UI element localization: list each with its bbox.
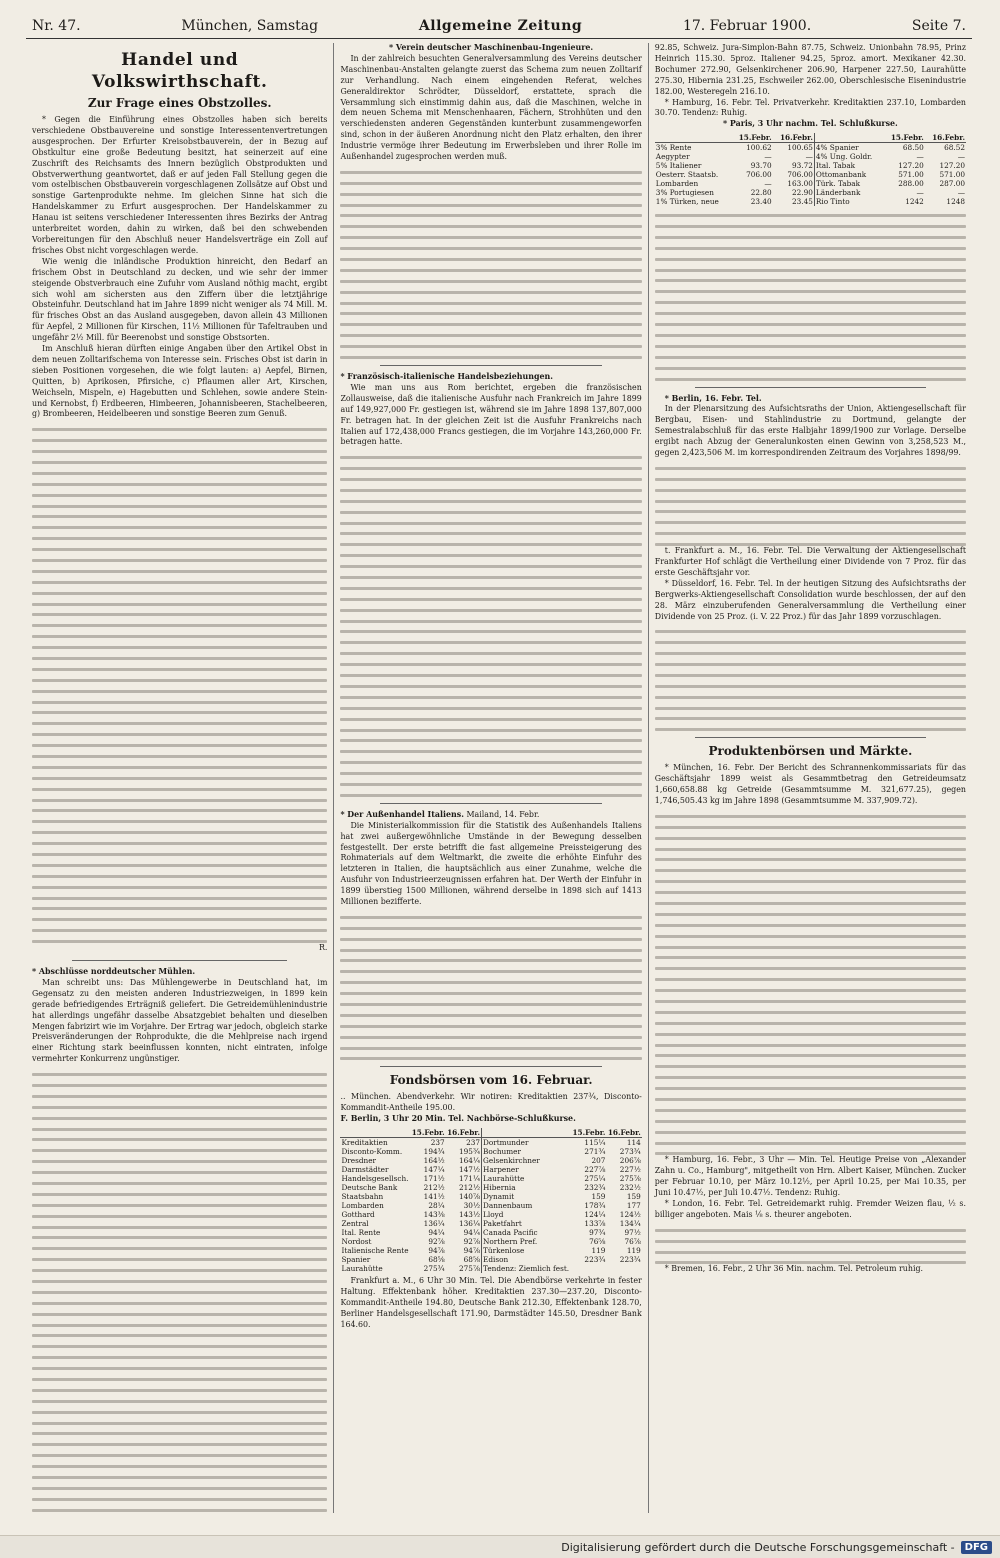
table-cell: Disconto-Komm. xyxy=(341,1147,403,1157)
table-cell: Oesterr. Staatsb. xyxy=(655,170,719,180)
article-title-inline: * Verein deutscher Maschinenbau-Ingenieure. xyxy=(389,43,594,52)
table-cell: 275¼ xyxy=(584,1174,606,1184)
table-cell: 147¼ xyxy=(423,1165,445,1175)
table-cell: 275⅞ xyxy=(619,1174,641,1184)
table-row xyxy=(340,1228,641,1237)
table-cell: 114 xyxy=(626,1138,641,1148)
table-row xyxy=(340,1192,641,1201)
divider xyxy=(72,960,287,961)
table-cell: 22.80 xyxy=(750,188,772,198)
table-cell: 134¼ xyxy=(619,1219,641,1229)
article-title-inline xyxy=(340,810,641,821)
market-paragraph: * London, 16. Febr. Tel. Getreidemarkt ruhig. Fremder Weizen flau, ½ s. billiger angeboten. Mais ⅛ s. theurer angeboten. xyxy=(654,1199,966,1219)
table-cell: 275¾ xyxy=(423,1264,445,1274)
table-cell: Ital. Tabak xyxy=(814,161,883,170)
table-cell: Paketfahrt xyxy=(482,1219,572,1228)
market-paragraph: * Düsseldorf, 16. Febr. Tel. In der heutigen Sitzung des Aufsichtsraths der Bergwerks-Aktiengesellschaft Consolidation wurde beschlossen, der auf den 28. März einzuberufenden Generalversammlung die Vertheilung einer Dividende von 25 Proz. (i. V. 22 Proz.) für das Jahr 1899 vorzuschlagen. xyxy=(654,578,966,621)
table-cell: 136¼ xyxy=(459,1219,481,1229)
article-paragraph: * Gegen die Einführung eines Obstzolles haben sich bereits verschiedene Obstbauvereine und sonstige Interessentenvertretungen ausgesprochen. Der Erfurter Kreisobstbauverein, der in Bezug auf Obstkultur eine große Bedeutung besitzt, hat seinerzeit auf eine Zuschrift des Reichsamts des Innern bezüglich Obstprodukten und Obstverwerthung geantwortet, daß er auf jeden Fall Stellung gegen die vom ostelbischen Obstbauverein vorgeschlagenen Zollsätze auf Obst und sonstige Gartenprodukte nehme. Im gleichen Sinne hat sich die Handelskammer zu Erfurt ausgesprochen. Der Handelskammer zu Hanau ist seitens verschiedener Interessenten ihres Bezirks der Antrag unterbreitet worden, dahin zu wirken, daß bei den schwebenden Vorbereitungen für den Abschluß neuer Handelsverträge ein Zoll auf frisches Obst nicht vorgeschlagen werde. xyxy=(32,115,328,255)
digitization-footer xyxy=(0,1535,1000,1558)
column-2 xyxy=(334,43,648,1513)
market-paragraph: F. Berlin, 3 Uhr 20 Min. Tel. Nachbörse-Schlußkurse. xyxy=(340,1114,576,1124)
table-row xyxy=(340,1174,641,1183)
table-cell: 68⅝ xyxy=(463,1255,481,1265)
table-cell: Ital. Rente xyxy=(341,1228,381,1238)
table-cell: 223¾ xyxy=(584,1255,606,1265)
table-cell: Harpener xyxy=(482,1165,572,1174)
divider xyxy=(380,1066,601,1067)
table-cell: Gelsenkirchner xyxy=(482,1156,572,1165)
article-paragraph: Die Ministerialkommission für die Statistik des Außenhandels Italiens hat zwei außergewöhnliche Umstände in der Bewegung desselben festgestellt. Der erste betrifft die fast allgemeine Preissteigerung des Rohmaterials auf dem Weltmarkt, die zweite die erhöhte Einfuhr des letzteren in Italien, die hauptsächlich aus einer Zunahme, welche die Ausfuhr von Industrieerzeugnissen erfahren hat. Der Werth der Einfuhr in 1899 überstieg 1500 Millionen, während derselbe in 1898 sich auf 1413 Millionen bezifferte. xyxy=(340,820,642,907)
table-row xyxy=(655,152,966,161)
table-cell: 159 xyxy=(591,1192,606,1202)
table-cell: 275⅞ xyxy=(459,1264,481,1274)
table-cell: 232½ xyxy=(619,1183,641,1193)
table-cell: 97½ xyxy=(624,1228,641,1238)
article-title: * Der Außenhandel Italiens. xyxy=(340,809,464,819)
table-cell: 288.00 xyxy=(898,179,924,189)
table-row xyxy=(340,1183,641,1192)
table-row xyxy=(340,1255,641,1264)
article-title-inline: * Französisch-italienische Handelsbeziehungen. xyxy=(340,372,554,381)
table-cell: 92⅞ xyxy=(428,1237,445,1247)
table-cell: Bochumer xyxy=(482,1147,572,1156)
table-cell: 119 xyxy=(626,1246,641,1256)
divider xyxy=(380,365,601,366)
article-paragraph: Wie wenig die inländische Produktion hinreicht, den Bedarf an frischem Obst in Deutschland zu decken, und wie sehr der immer steigende Obstverbrauch eine Zufuhr vom Ausland nöthig macht, ergibt sich wohl am sichersten aus den Ziffern über die letztjährige Obsteinfuhr. Deutschland hat im Jahre 1899 nicht weniger als 74 Mill. M. für frisches Obst an das Ausland ausgegeben, davon allein 43 Millionen für Aepfel, 2 Millionen für Kirschen, 11½ Millionen für Tafeltrauben und ungefähr 2½ Mill. für Beerenobst und sonstige Obstsorten. xyxy=(32,256,328,343)
table-cell: 237 xyxy=(430,1138,445,1148)
author-signature: R. xyxy=(318,943,328,953)
newspaper-page xyxy=(26,10,972,1530)
table-row xyxy=(340,1264,641,1273)
text-filler xyxy=(32,428,327,943)
table-cell: 93.70 xyxy=(750,161,772,171)
text-filler xyxy=(32,1073,327,1513)
table-cell: 171¼ xyxy=(459,1174,481,1184)
table-cell: 159 xyxy=(626,1192,641,1202)
table-cell: 133⅞ xyxy=(584,1219,606,1229)
table-cell: 143⅜ xyxy=(423,1210,445,1220)
table-cell: 76⅝ xyxy=(589,1237,606,1247)
table-cell: Laurahütte xyxy=(341,1264,383,1274)
table-cell: 163.00 xyxy=(787,179,813,189)
table-cell: Dresdner xyxy=(341,1156,377,1166)
table-cell: Ottomanbank xyxy=(814,170,883,179)
table-cell: — xyxy=(916,152,924,162)
article-dateline: Mailand, 14. Febr. xyxy=(466,809,540,819)
table-cell: 223¾ xyxy=(619,1255,641,1265)
table-cell: 171½ xyxy=(423,1174,445,1184)
table-cell: Lloyd xyxy=(482,1210,572,1219)
table-row xyxy=(655,188,966,197)
table-cell: 287.00 xyxy=(939,179,965,189)
table-cell: Länderbank xyxy=(814,188,883,197)
table-cell: 22.90 xyxy=(791,188,813,198)
table-cell: 178¾ xyxy=(584,1201,606,1211)
table-cell: 212½ xyxy=(459,1183,481,1193)
table-cell: Darmstädter xyxy=(341,1165,389,1175)
newspaper-title: Allgemeine Zeitung xyxy=(418,18,583,34)
table-cell: 271¾ xyxy=(584,1147,606,1157)
table-cell: 1% Türken, neue xyxy=(655,197,719,207)
table-cell: 227½ xyxy=(619,1165,641,1175)
table-cell: 93.72 xyxy=(791,161,813,171)
table-cell: 100.62 xyxy=(746,143,772,153)
market-paragraph: * Hamburg, 16. Febr. Tel. Privatverkehr. Kreditaktien 237.10, Lombarden 30.70. Tendenz: Ruhig. xyxy=(654,97,966,118)
market-paragraph: t. Frankfurt a. M., 16. Febr. Tel. Die Verwaltung der Aktiengesellschaft Frankfurter Hof schlägt die Vertheilung einer Dividende von 7 Proz. für das erste Geschäftsjahr vor. xyxy=(654,546,966,577)
section-title: Handel und Volkswirthschaft. xyxy=(91,50,268,92)
table-cell xyxy=(606,1264,641,1273)
table-cell: 76⅞ xyxy=(624,1237,641,1247)
table-cell: 3% Rente xyxy=(655,143,692,153)
article-paragraph: In der zahlreich besuchten Generalversammlung des Vereins deutscher Maschinenbau-Anstalten gelangte zuerst das Schema zum neuen Zolltarif zur Verhandlung. Nach einem eingehenden Referat, welches Generaldirektor Schrödter, Düsseldorf, erstattete, sprach die Versammlung sich einstimmig dahin aus, daß die Maschinen, welche in dem neuen Schema mit Menschenhaaren, Fächern, Strohhüten und den verschiedensten anderen Gegenständen kunterbunt zusammengeworfen sind, schon in der äußeren Anordnung nicht den Platz erhalten, den ihrer Industrie vermöge ihrer Bedeutung im Erwerbsleben und ihrer Rolle im Außenhandel zugesprochen werden muß. xyxy=(340,53,642,162)
table-cell: 177 xyxy=(626,1201,641,1211)
table-cell: 227⅞ xyxy=(584,1165,606,1175)
table-cell: 164½ xyxy=(423,1156,445,1166)
table-cell: 273¾ xyxy=(619,1147,641,1157)
table-cell: 68.50 xyxy=(902,143,924,153)
table-cell: Kreditaktien xyxy=(341,1138,388,1148)
paris-quotes-table xyxy=(655,133,966,206)
text-filler xyxy=(340,171,641,359)
table-cell: Lombarden xyxy=(341,1201,384,1211)
columns xyxy=(26,43,972,1513)
text-filler xyxy=(340,456,641,797)
table-cell: Gotthard xyxy=(341,1210,375,1220)
table-row xyxy=(340,1165,641,1174)
table-cell: Rio Tinto xyxy=(814,197,883,206)
section-heading: Produktenbörsen und Märkte. xyxy=(708,744,913,759)
table-cell: 4% Ung. Goldr. xyxy=(814,152,883,161)
column-3 xyxy=(649,43,972,1513)
market-paragraph: In der Plenarsitzung des Aufsichtsraths der Union, Aktiengesellschaft für Bergbau, Eisen- und Stahlindustrie zu Dortmund, gelangte der Semestralabschluß für das erste Halbjahr 1899/1900 zur Vorlage. Derselbe ergibt nach Abzug der Generalunkosten einen Gewinn von 3,258,523 M., gegen 2,423,506 M. im korrespondirenden Zeitraum des Vorjahres 1898/99. xyxy=(654,404,966,458)
table-cell xyxy=(571,1264,606,1273)
table-cell: — xyxy=(764,179,772,189)
market-paragraph: .. München. Abendverkehr. Wir notiren: Kreditaktien 237¾, Disconto-Kommandit-Antheile 195.00. xyxy=(340,1092,642,1113)
market-paragraph: * Paris, 3 Uhr nachm. Tel. Schlußkurse. xyxy=(722,119,898,129)
table-cell: — xyxy=(916,188,924,198)
table-cell: 206⅞ xyxy=(619,1156,641,1166)
text-filler xyxy=(655,815,966,1156)
market-paragraph: * München, 16. Febr. Der Bericht des Schrannenkommissariats für das Geschäftsjahr 1899 weist als Gesammtbetrag den Getreideumsatz 1,660,658.88 kg Getreide (Gesammtsumme M. 321,677.25), gegen 1,746,505.43 kg im Jahre 1898 (Gesammtsumme M. 337,909.72). xyxy=(654,763,966,806)
section-heading: Fondsbörsen vom 16. Februar. xyxy=(389,1073,593,1088)
table-cell: 100.65 xyxy=(787,143,813,153)
place-day: München, Samstag xyxy=(181,18,319,34)
table-cell: 706.00 xyxy=(746,170,772,180)
table-cell: Nordost xyxy=(341,1237,372,1247)
table-cell: Türkenlose xyxy=(482,1246,572,1255)
table-cell: 127.20 xyxy=(898,161,924,171)
table-cell: Hibernia xyxy=(482,1183,572,1192)
table-row xyxy=(340,1219,641,1228)
table-cell: 124¼ xyxy=(584,1210,606,1220)
berlin-quotes-table xyxy=(340,1128,641,1273)
table-cell: 4% Spanier xyxy=(814,143,883,153)
table-row xyxy=(655,179,966,188)
table-row xyxy=(340,1246,641,1255)
issue-date: 17. Februar 1900. xyxy=(682,18,812,34)
divider xyxy=(695,737,926,738)
page-number: Seite 7. xyxy=(911,18,966,34)
table-cell: 140⅞ xyxy=(459,1192,481,1202)
table-cell: 571.00 xyxy=(898,170,924,180)
table-cell: Lombarden xyxy=(655,179,699,189)
table-cell: Deutsche Bank xyxy=(341,1183,398,1193)
market-paragraph: * Hamburg, 16. Febr., 3 Uhr — Min. Tel. Heutige Preise von „Alexander Zahn u. Co., Hamburg", mitgetheilt von Hrn. Albert Kaiser, München. Zucker per Februar 10.10, per März 10.12½, per April 10.25, per Mai 10.35, per Juni 10.47½, per Juli 10.47½. Tendenz: Ruhig. xyxy=(654,1155,966,1198)
table-cell: 127.20 xyxy=(939,161,965,171)
table-row xyxy=(340,1156,641,1165)
article-title-inline: * Abschlüsse norddeutscher Mühlen. xyxy=(32,967,196,977)
table-cell: 1242 xyxy=(905,197,924,207)
table-cell: Tendenz: Ziemlich fest. xyxy=(482,1264,572,1273)
page-header xyxy=(26,10,972,39)
market-paragraph: * Bremen, 16. Febr., 2 Uhr 36 Min. nachm. Tel. Petroleum ruhig. xyxy=(664,1264,924,1274)
table-cell: 94¼ xyxy=(428,1228,445,1238)
market-paragraph: 92.85, Schweiz. Jura-Simplon-Bahn 87.75, Schweiz. Unionbahn 78.95, Prinz Heinrich 115.30. 5proz. Italiener 94.25, 5proz. amort. Mexikaner 42.30. Bochumer 272.90, Gelsenkirchener 206.90, Harpener 227.50, Laurahütte 275.30, Hibernia 231.25, Eschweiler 262.00, Oberschlesische Eisenindustrie 182.00, Westeregeln 216.10. xyxy=(654,43,966,96)
table-cell: 23.40 xyxy=(750,197,772,207)
table-cell: 136¼ xyxy=(423,1219,445,1229)
table-row xyxy=(340,1237,641,1246)
table-cell: 706.00 xyxy=(787,170,813,180)
table-cell: 5% Italiener xyxy=(655,161,702,171)
text-filler xyxy=(655,630,966,731)
table-cell: 92⅞ xyxy=(463,1237,481,1247)
market-paragraph: Frankfurt a. M., 6 Uhr 30 Min. Tel. Die Abendbörse verkehrte in fester Haltung. Effektenbank höher. Kreditaktien 237.30—237.20, Disconto-Kommandit-Antheile 194.80, Deutsche Bank 212.30, Effektenbank 128.70, Berliner Handelsgesellschaft 171.90, Darmstädter 145.50, Dresdner Bank 164.60. xyxy=(340,1276,642,1329)
article-title: Zur Frage eines Obstzolles. xyxy=(87,96,272,110)
table-cell: Spanier xyxy=(341,1255,371,1265)
table-cell: 143½ xyxy=(459,1210,481,1220)
table-cell: Aegypter xyxy=(655,152,690,162)
table-cell: Italienische Rente xyxy=(341,1246,409,1256)
table-cell: 232¾ xyxy=(584,1183,606,1193)
table-cell: 194¾ xyxy=(423,1147,445,1157)
table-cell: Türk. Tabak xyxy=(814,179,883,188)
table-cell: Canada Pacific xyxy=(482,1228,572,1237)
table-cell: Zentral xyxy=(341,1219,369,1229)
table-row xyxy=(655,161,966,170)
table-cell: 164¼ xyxy=(459,1156,481,1166)
text-filler xyxy=(655,214,966,380)
table-cell: 68⅝ xyxy=(428,1255,445,1265)
article-paragraph: Man schreibt uns: Das Mühlengewerbe in Deutschland hat, im Gegensatz zu den meisten anderen Industriezweigen, in 1899 kein gerade befriedigendes Erträgniß geliefert. Die Getreidemühlenindustrie hat allerdings ungefähr dasselbe Absatzgebiet behalten und dieselben Mengen fabrizirt wie im Vorjahre. Der Ertrag war jedoch, obgleich starke Preisveränderungen der Rohprodukte, die die Mehlpreise nach irgend einer Richtung stark beeinflussen konnten, nicht eintraten, infolge vermehrter Konkurrenz ungünstiger. xyxy=(32,977,328,1064)
table-row xyxy=(340,1147,641,1156)
table-header-row: 15.Febr. 16.Febr. 15.Febr. 16.Febr. xyxy=(340,1128,641,1138)
table-cell: 115¼ xyxy=(584,1138,606,1148)
text-filler xyxy=(655,1229,966,1265)
table-cell: 1248 xyxy=(946,197,965,207)
table-cell: 94⅞ xyxy=(463,1246,481,1256)
article-paragraph: Im Anschluß hieran dürften einige Angaben über den Artikel Obst in dem neuen Zolltarifschema von Interesse sein. Frisches Obst ist darin in sieben Positionen vorgesehen, die wie folgt lauten: a) Aepfel, Birnen, Quitten, b) Aprikosen, Pfirsiche, c) Pflaumen aller Art, Kirschen, Weichseln, Mispeln, e) Hagebutten und Schlehen, sowie andere Stein- und Kernobst, f) Erdbeeren, Himbeeren, Johannisbeeren, Stachelbeeren, g) Brombeeren, Heidelbeeren und sonstige Beeren zum Genuß. xyxy=(32,344,328,419)
table-cell: Staatsbahn xyxy=(341,1192,384,1202)
table-row xyxy=(340,1201,641,1210)
table-cell: Dynamit xyxy=(482,1192,572,1201)
table-cell: 212½ xyxy=(423,1183,445,1193)
table-row xyxy=(655,143,966,153)
table-cell: 141½ xyxy=(423,1192,445,1202)
table-cell: — xyxy=(957,188,965,198)
issue-number: Nr. 47. xyxy=(32,18,81,34)
table-cell: 94¼ xyxy=(463,1228,481,1238)
table-header-row: 15.Febr. 16.Febr. 15.Febr. 16.Febr. xyxy=(655,133,966,143)
table-cell: — xyxy=(805,152,813,162)
table-row xyxy=(340,1138,641,1148)
table-row xyxy=(655,170,966,179)
article-paragraph: Wie man uns aus Rom berichtet, ergeben die französischen Zollausweise, daß die italienische Ausfuhr nach Frankreich im Jahre 1899 auf 149,927,000 Fr. gestiegen ist, während sie im Jahre 1898 137,807,000 Fr. betragen hat. In der gleichen Zeit ist die Ausfuhr Frankreichs nach Italien auf 172,438,000 Francs gestiegen, die im Vorjahre 143,260,000 Fr. betragen hatte. xyxy=(340,382,642,447)
table-cell: Dortmunder xyxy=(482,1138,572,1148)
table-cell: 68.52 xyxy=(944,143,965,153)
table-cell: Edison xyxy=(482,1255,572,1264)
table-cell: 94⅞ xyxy=(428,1246,445,1256)
table-cell: 97¾ xyxy=(589,1228,606,1238)
text-filler xyxy=(340,916,641,1061)
dfg-logo: DFG xyxy=(961,1541,992,1554)
table-cell: Handelsgesellsch. xyxy=(341,1174,409,1184)
table-cell: 23.45 xyxy=(791,197,813,207)
table-cell: 207 xyxy=(591,1156,606,1166)
divider xyxy=(380,803,601,804)
table-cell: 195¾ xyxy=(459,1147,481,1157)
table-cell: — xyxy=(957,152,965,162)
table-cell: 119 xyxy=(591,1246,606,1256)
table-cell: 3% Portugiesen xyxy=(655,188,714,198)
table-cell: 124½ xyxy=(619,1210,641,1220)
table-cell: 237 xyxy=(466,1138,481,1148)
text-filler xyxy=(655,467,966,546)
table-cell: Northern Pref. xyxy=(482,1237,572,1246)
divider xyxy=(695,387,926,388)
table-cell: Dannenbaum xyxy=(482,1201,572,1210)
table-row xyxy=(340,1210,641,1219)
table-cell: 571.00 xyxy=(939,170,965,180)
table-cell: Laurahütte xyxy=(482,1174,572,1183)
table-cell: 28¼ xyxy=(428,1201,445,1211)
footer-text: Digitalisierung gefördert durch die Deutsche Forschungsgemeinschaft - xyxy=(561,1540,955,1554)
table-cell: 147½ xyxy=(459,1165,481,1175)
table-row xyxy=(655,197,966,206)
column-1 xyxy=(26,43,334,1513)
market-paragraph: * Berlin, 16. Febr. Tel. xyxy=(664,393,762,403)
table-cell: — xyxy=(764,152,772,162)
table-cell: 30½ xyxy=(463,1201,481,1211)
